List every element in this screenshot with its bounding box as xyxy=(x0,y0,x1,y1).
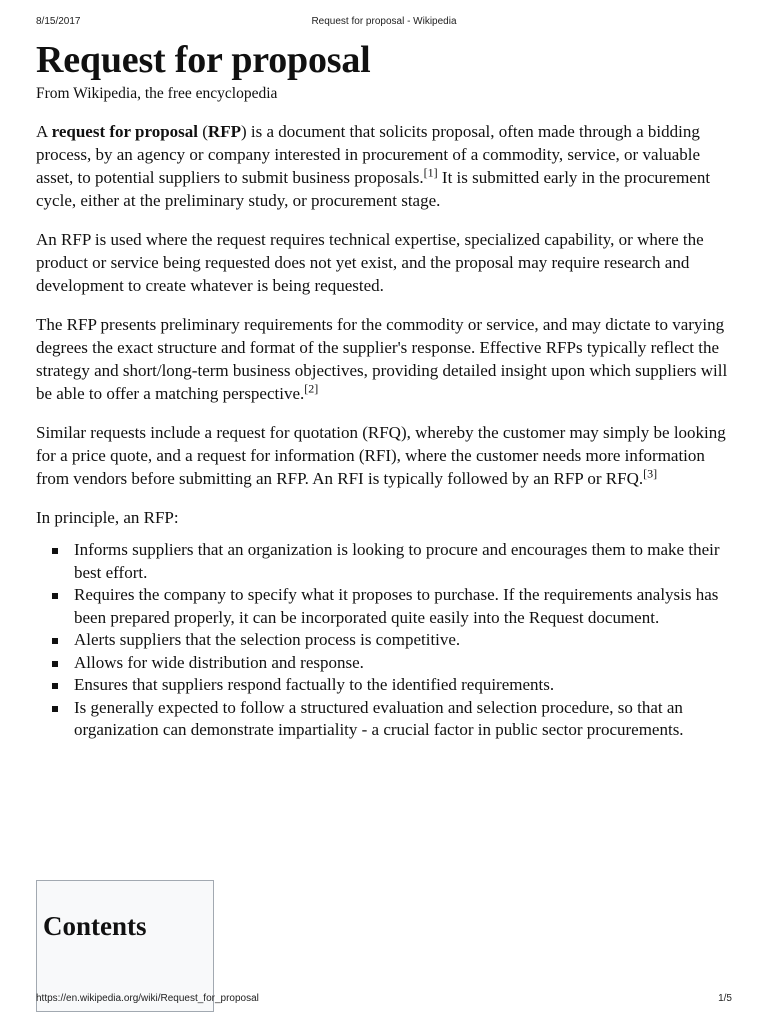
print-header xyxy=(0,16,768,30)
list-item xyxy=(74,629,736,652)
intro-text-d: It is submitted early in the procurement cycle, either at the preliminary study, or procurement stage. xyxy=(36,168,711,210)
bullet-icon xyxy=(52,683,58,689)
bullet-icon xyxy=(52,548,58,554)
list-item xyxy=(74,674,736,697)
print-date: 8/15/2017 xyxy=(36,16,81,27)
list-item xyxy=(74,539,736,584)
paragraph-usage: An RFP is used where the request requires technical expertise, specialized capability, or where the product or service being requested does not yet exist, and the proposal may require research and development to create whatever is being requested. xyxy=(36,230,704,295)
list-item-text: Alerts suppliers that the selection process is competitive. xyxy=(74,630,461,649)
term-rfp: request for proposal xyxy=(51,122,198,141)
toc-title: Contents xyxy=(43,911,147,941)
paragraph-requirements xyxy=(36,313,736,405)
similar-text: Similar requests include a request for quotation (RFQ), whereby the customer may simply be looking for a price quote, and a request for information (RFI), where the customer needs more information from vendors before submitting an RFP. An RFI is typically followed by an RFP or RFQ. xyxy=(36,423,726,488)
abbr-rfp: RFP xyxy=(207,122,241,141)
print-footer xyxy=(0,993,768,1007)
paragraph-similar xyxy=(36,421,736,490)
citation-3[interactable]: [3] xyxy=(643,466,658,481)
list-item-text: Is generally expected to follow a structured evaluation and selection procedure, so that an organization can demonstrate impartiality - a crucial factor in public sector procurements. xyxy=(74,697,684,739)
article-content xyxy=(36,38,736,742)
citation-2[interactable]: [2] xyxy=(304,381,319,396)
bullet-icon xyxy=(52,706,58,712)
intro-text-c: ) is a document that solicits proposal, often made through a bidding process, by an agency or company interested in procurement of a commodity, service, or valuable asset, to potential suppliers to submit business proposals. xyxy=(36,122,701,187)
site-tagline: From Wikipedia, the free encyclopedia xyxy=(36,85,278,102)
citation-1[interactable]: [1] xyxy=(423,165,438,180)
bullet-icon xyxy=(52,593,58,599)
print-page-title: Request for proposal - Wikipedia xyxy=(311,16,457,27)
intro-text-b: ( xyxy=(198,122,208,141)
list-item xyxy=(74,697,736,742)
intro-text-a: A xyxy=(36,122,52,141)
requirements-text: The RFP presents preliminary requirements for the commodity or service, and may dictate to varying degrees the exact structure and format of the supplier's response. Effective RFPs typically reflect the strategy and short/long-term business objectives, providing detailed insight upon which suppliers will be able to offer a matching perspective. xyxy=(36,315,728,403)
bullet-icon xyxy=(52,661,58,667)
list-item-text: Requires the company to specify what it proposes to purchase. If the requirements analysis has been prepared properly, it can be incorporated quite easily into the Request document. xyxy=(74,585,719,627)
page-number: 1/5 xyxy=(718,993,732,1004)
list-item xyxy=(74,584,736,629)
list-item xyxy=(74,652,736,675)
list-item-text: Ensures that suppliers respond factually to the identified requirements. xyxy=(74,675,555,694)
list-item-text: Allows for wide distribution and response. xyxy=(74,652,364,672)
bullet-icon xyxy=(52,638,58,644)
page-title: Request for proposal xyxy=(36,39,371,81)
print-url[interactable]: https://en.wikipedia.org/wiki/Request_for_proposal xyxy=(36,993,259,1004)
paragraph-intro xyxy=(36,120,736,212)
list-item-text: Informs suppliers that an organization is looking to procure and encourages them to make their best effort. xyxy=(74,540,720,582)
principle-list xyxy=(36,539,736,742)
paragraph-principle: In principle, an RFP: xyxy=(36,508,179,527)
